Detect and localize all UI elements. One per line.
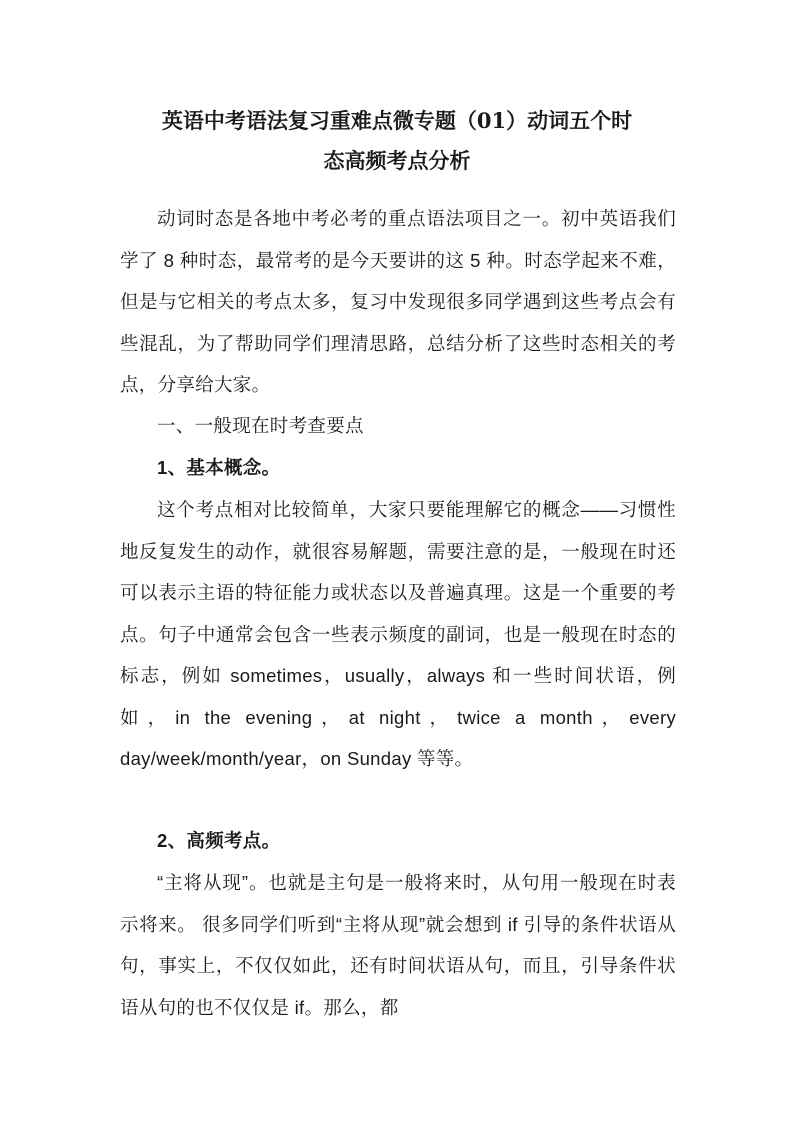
- section-heading-simple-present: 一、一般现在时考查要点: [157, 415, 364, 436]
- subheading-frequent-points: 2、高频考点。: [157, 830, 281, 851]
- document-title-line-2: 态高频考点分析: [323, 148, 471, 173]
- subheading-basic-concept: 1、基本概念。: [157, 457, 281, 478]
- frequent-points-paragraph: “主将从现”。也就是主句是一般将来时，从句用一般现在时表示将来。 很多同学们听到“主将从现”就会想到 if 引导的条件状语从句，事实上，不仅仅如此，还有时间状语从句，而且，引导条件状语从句的也不仅仅是 if。那么，都: [120, 872, 676, 1018]
- intro-paragraph: 动词时态是各地中考必考的重点语法项目之一。初中英语我们学了 8 种时态，最常考的是今天要讲的这 5 种。时态学起来不难，但是与它相关的考点太多，复习中发现很多同学遇到这些考点会有些混乱，为了帮助同学们理清思路，总结分析了这些时态相关的考点，分享给大家。: [120, 208, 676, 395]
- document-title-line-1: 英语中考语法复习重难点微专题（01）动词五个时: [161, 108, 633, 133]
- concept-paragraph: 这个考点相对比较简单，大家只要能理解它的概念——习惯性地反复发生的动作，就很容易解题，需要注意的是，一般现在时还可以表示主语的特征能力或状态以及普遍真理。这是一个重要的考点。句子中通常会包含一些表示频度的副词，也是一般现在时态的标志，例如 sometimes，usually，always 和一些时间状语，例如，in the evening，at night，twice a month，every day/week/month/year，on Sunday 等等。: [120, 499, 676, 769]
